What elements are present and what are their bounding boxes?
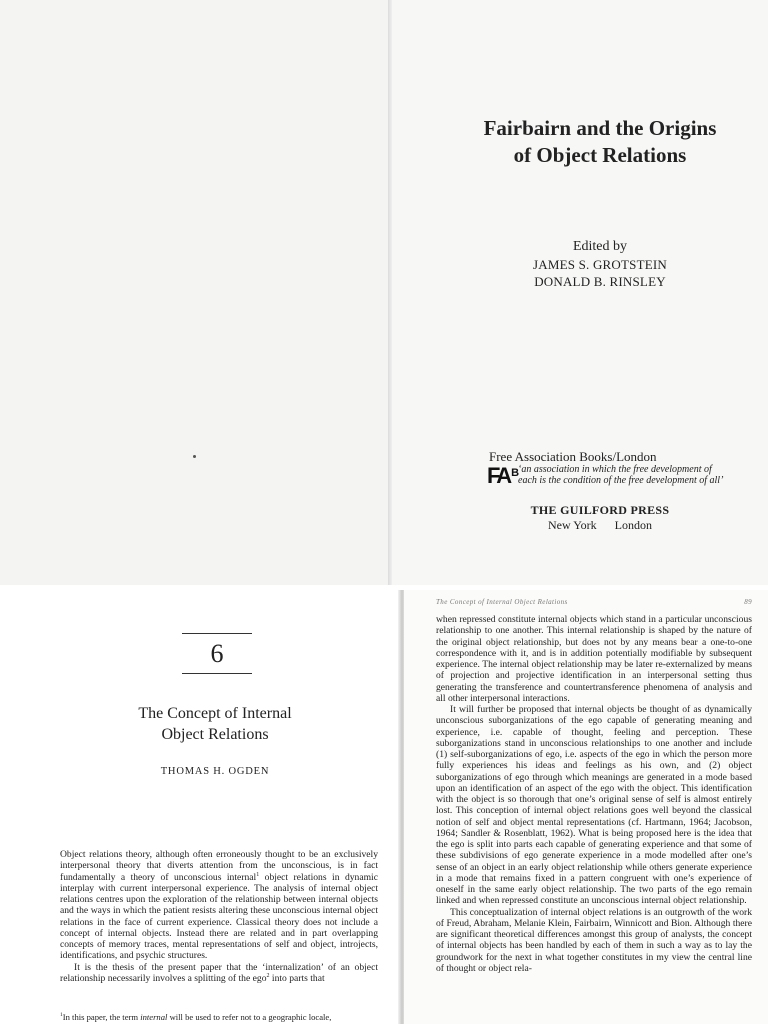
chapter-title <box>90 703 340 745</box>
logo-letter-b: B <box>511 467 520 479</box>
chapter-title-line: Object Relations <box>161 726 269 743</box>
book-title-line: of Object Relations <box>513 143 687 167</box>
paragraph <box>60 849 378 962</box>
blank-page-background <box>0 0 390 585</box>
chapter-title-line: The Concept of Internal <box>138 705 292 722</box>
text-run: object relations in dynamic interplay with current interpersonal experience. The analysis of internal object relations centres upon the exploration of the relationship between internal objects and the ways in which the patient resists altering these unconscious internal object relations in the face of current experience. Classical theory does not include a concept of internal objects. Instead there are related and in part overlapping concepts of memory traces, mental representations of self and object, introjects, identifications, and psychic structures. <box>60 871 378 962</box>
footnote-marker: 2 <box>266 972 270 979</box>
footnote-number: 1 <box>60 1012 63 1019</box>
page-number: 89 <box>744 598 752 606</box>
text-run: Object relations theory, although often erroneously thought to be an exclusively interpersonal theory that diverts attention from the unconscious, is in fact fundamentally a theory of unconscious internal <box>60 849 378 883</box>
tagline-line: ‘an association in which the free development of <box>518 464 712 475</box>
editor-name: JAMES S. GROTSTEIN <box>533 257 667 272</box>
editors-block <box>470 238 730 290</box>
edited-by-label: Edited by <box>572 239 628 254</box>
city: London <box>614 518 653 532</box>
city: New York <box>547 518 597 532</box>
text-run: In this paper, the term <box>62 1012 141 1022</box>
logo-letters: FA <box>487 463 510 488</box>
publisher-logo <box>487 465 519 491</box>
running-head <box>436 598 752 606</box>
paragraph <box>60 962 378 985</box>
emphasis-text: internal <box>140 1012 168 1022</box>
co-publisher-block <box>520 503 680 533</box>
co-publisher-name: THE GUILFORD PRESS <box>530 503 670 517</box>
book-title <box>440 115 760 169</box>
paragraph: It will further be proposed that internal objects be thought of as dynamically unconscious suborganizations of the ego capable of generating meaning and experience, i.e. capable of thought, feeling and perception. These suborganizations stand in unconscious relationships to one another and include (1) self-suborganizations of ego, i.e. aspects of the ego in which the person more fully experiences his ideas and feelings as his own, and (2) object suborganizations of ego through which meanings are generated in a mode based upon an identification of an aspect of the ego with the object. This identification with the object is so thorough that one’s original sense of self is almost entirely lost. This conception of internal object relations goes well beyond the classical notion of self and object mental representations (cf. Hartmann, 1964; Jacobson, 1964; Sandler & Rosenblatt, 1962). What is being proposed here is the idea that the ego is split into parts each capable of generating experience and that some of these subdivisions of ego generate experience in a mode modelled after one’s sense of an object in an early object relationship while others generate experience in a mode that remains fixed in a pattern congruent with one’s experience of oneself in the same early object relationship. The two parts of the ego remain linked and when repressed constitute an unconscious internal object relationship. <box>436 704 752 907</box>
running-head-title: The Concept of Internal Object Relations <box>436 598 568 606</box>
text-run: into parts that <box>269 972 325 984</box>
chapter-rule-top <box>182 633 252 634</box>
publisher-name: Free Association Books/London <box>489 449 657 464</box>
chapter-body-text <box>60 849 378 984</box>
paragraph: when repressed constitute internal objects which stand in a particular unconscious relationship to one another. This internal relationship is shaped by the nature of the original object relationship, but does not by any means bear a one-to-one correspondence with it, and is in addition potentially modifiable by subsequent experience. The internal object relationship may be later re-externalized by means of projection and projective identification in an interpersonal setting thus generating the transference and countertransference phenomena of analysis and all other interpersonal interactions. <box>436 614 752 704</box>
footnote-marker: 1 <box>256 871 260 878</box>
chapter-rule-bottom <box>182 673 252 674</box>
chapter-number: 6 <box>210 639 224 668</box>
footnote <box>60 1012 378 1022</box>
tagline-line: each is the condition of the free development of all’ <box>518 475 724 486</box>
editor-name: DONALD B. RINSLEY <box>534 274 666 289</box>
publisher-cities <box>520 518 680 533</box>
title-page-background <box>392 0 768 585</box>
paragraph: This conceptualization of internal object relations is an outgrowth of the work of Freud, Abraham, Melanie Klein, Fairbairn, Winnicott and Bion. Although there are significant theoretical differences amongst this group of analysts, the concept of internal objects has been handled by each of them in such a way as to lay the groundwork for the next in what together constitutes in my view the central line of thought or object rela- <box>436 906 752 974</box>
scan-speck <box>193 455 196 458</box>
text-run: It is the thesis of the present paper that the ‘internalization’ of an object relationship necessarily involves a splitting of the ego <box>60 961 378 984</box>
publisher-tagline <box>518 464 748 486</box>
chapter-author: THOMAS H. OGDEN <box>160 766 270 777</box>
page-body-text <box>436 614 752 974</box>
book-title-line: Fairbairn and the Origins <box>483 116 717 140</box>
text-run: will be used to refer not to a geographic locale, <box>167 1012 332 1022</box>
